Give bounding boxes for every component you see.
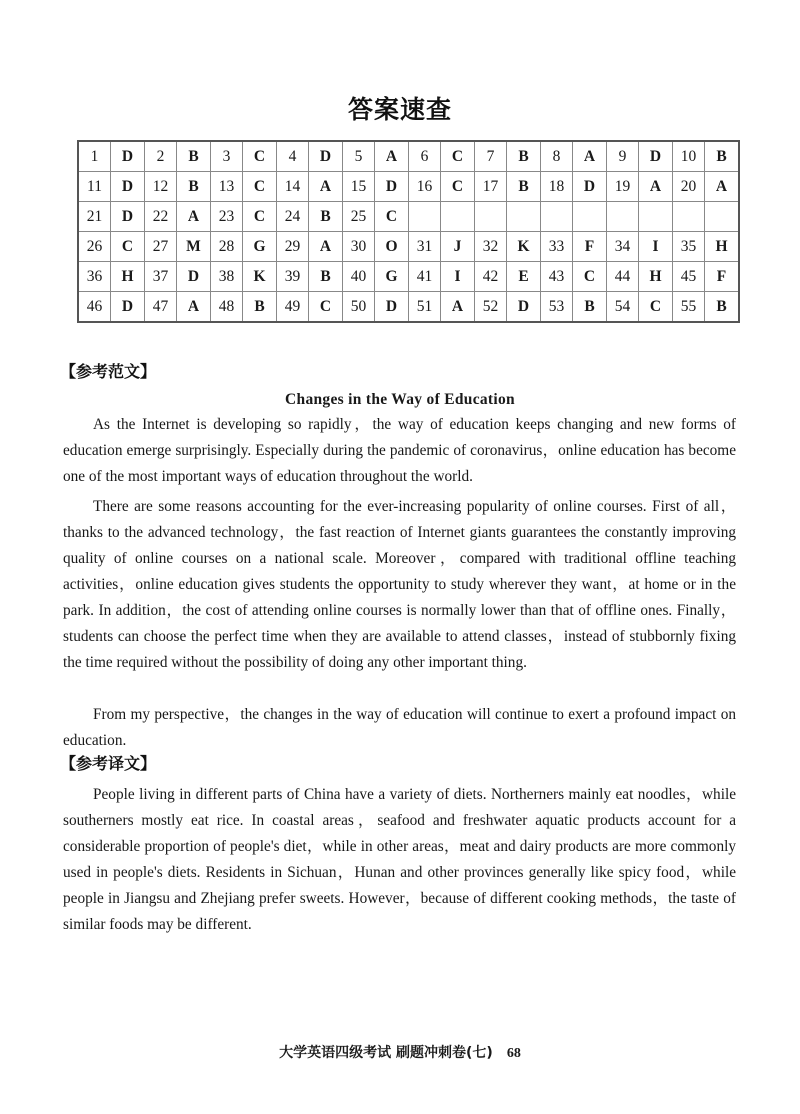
answer-letter-cell: D: [111, 141, 145, 172]
answer-letter-cell: B: [309, 262, 343, 292]
question-number-cell: 39: [277, 262, 309, 292]
question-number-cell: 36: [78, 262, 111, 292]
answer-cell-empty: [507, 202, 541, 232]
question-number-cell: 16: [409, 172, 441, 202]
answer-letter-cell: D: [111, 292, 145, 323]
question-number-cell: 51: [409, 292, 441, 323]
answer-table-row: [78, 292, 739, 323]
answer-letter-cell: I: [639, 232, 673, 262]
question-number-cell: 18: [541, 172, 573, 202]
answer-table-row: [78, 262, 739, 292]
answer-letter-cell: D: [111, 172, 145, 202]
question-number-cell: 9: [607, 141, 639, 172]
answer-letter-cell: C: [243, 172, 277, 202]
answer-letter-cell: E: [507, 262, 541, 292]
answer-letter-cell: D: [639, 141, 673, 172]
answer-letter-cell: A: [309, 232, 343, 262]
answer-letter-cell: A: [441, 292, 475, 323]
question-number-cell: 46: [78, 292, 111, 323]
answer-letter-cell: G: [375, 262, 409, 292]
answer-letter-cell: K: [243, 262, 277, 292]
answer-letter-cell: F: [705, 262, 740, 292]
question-number-cell: 2: [145, 141, 177, 172]
question-number-cell: 1: [78, 141, 111, 172]
essay-paragraph-2: There are some reasons accounting for the ever-increasing popularity of online courses. First of all，thanks to the advanced technology，the fast reaction of Internet giants guarantees the constantly improving quality of online courses on a national scale. Moreover，compared with traditional offline teaching activities，online education gives students the opportunity to study wherever they want，at home or in the park. In addition，the cost of attending online courses is normally lower than that of offline ones. Finally，students can choose the perfect time when they are available to attend classes，instead of stubbornly fixing the time required without the possibility of doing any other important thing.: [63, 498, 736, 671]
answer-cell-empty: [409, 202, 441, 232]
answer-cell-empty: [705, 202, 740, 232]
answer-letter-cell: O: [375, 232, 409, 262]
answer-letter-cell: D: [177, 262, 211, 292]
question-number-cell: 49: [277, 292, 309, 323]
essay-paragraph-3: From my perspective，the changes in the way of education will continue to exert a profound impact on education.: [63, 706, 736, 749]
answer-cell-empty: [541, 202, 573, 232]
question-number-cell: 17: [475, 172, 507, 202]
question-number-cell: 15: [343, 172, 375, 202]
question-number-cell: 6: [409, 141, 441, 172]
essay-paragraph-3-container: [63, 702, 736, 754]
answer-letter-cell: D: [507, 292, 541, 323]
question-number-cell: 34: [607, 232, 639, 262]
translation-paragraph-1: People living in different parts of China have a variety of diets. Northerners mainly eat noodles，while southerners mostly eat rice. In coastal areas，seafood and freshwater aquatic products account for a considerable proportion of people's diet，while in other areas，meat and dairy products are more commonly used in people's diets. Residents in Sichuan，Hunan and other provinces generally like spicy food，while people in Jiangsu and Zhejiang prefer sweets. However，because of different cooking methods，the taste of similar foods may be different.: [63, 786, 736, 933]
page-footer: [0, 1042, 800, 1062]
answer-letter-cell: C: [111, 232, 145, 262]
question-number-cell: 35: [673, 232, 705, 262]
answer-letter-cell: B: [705, 292, 740, 323]
answer-letter-cell: C: [441, 141, 475, 172]
essay-paragraph-2-container: [63, 494, 736, 676]
answer-letter-cell: C: [639, 292, 673, 323]
question-number-cell: 14: [277, 172, 309, 202]
answer-letter-cell: D: [375, 172, 409, 202]
answer-letter-cell: B: [177, 172, 211, 202]
answer-key-table: [77, 140, 740, 323]
question-number-cell: 42: [475, 262, 507, 292]
answer-cell-empty: [441, 202, 475, 232]
answer-letter-cell: A: [375, 141, 409, 172]
answer-letter-cell: B: [309, 202, 343, 232]
answer-letter-cell: G: [243, 232, 277, 262]
question-number-cell: 3: [211, 141, 243, 172]
answer-letter-cell: C: [243, 202, 277, 232]
translation-paragraph-1-container: [63, 782, 736, 938]
answer-letter-cell: B: [705, 141, 740, 172]
answer-letter-cell: J: [441, 232, 475, 262]
answer-letter-cell: I: [441, 262, 475, 292]
answer-letter-cell: D: [375, 292, 409, 323]
question-number-cell: 47: [145, 292, 177, 323]
question-number-cell: 50: [343, 292, 375, 323]
essay-paragraph-1-container: [63, 412, 736, 490]
answer-letter-cell: B: [243, 292, 277, 323]
section-heading-sample-essay: 【参考范文】: [60, 362, 157, 381]
question-number-cell: 48: [211, 292, 243, 323]
answer-letter-cell: A: [309, 172, 343, 202]
question-number-cell: 38: [211, 262, 243, 292]
question-number-cell: 12: [145, 172, 177, 202]
answer-key-table-container: [77, 140, 728, 323]
answer-letter-cell: B: [507, 172, 541, 202]
answer-letter-cell: B: [507, 141, 541, 172]
question-number-cell: 10: [673, 141, 705, 172]
answer-letter-cell: C: [309, 292, 343, 323]
question-number-cell: 40: [343, 262, 375, 292]
answer-letter-cell: A: [177, 202, 211, 232]
answer-letter-cell: H: [111, 262, 145, 292]
essay-title: Changes in the Way of Education: [285, 391, 515, 408]
answer-table-row: [78, 202, 739, 232]
question-number-cell: 30: [343, 232, 375, 262]
question-number-cell: 4: [277, 141, 309, 172]
question-number-cell: 43: [541, 262, 573, 292]
answer-letter-cell: A: [705, 172, 740, 202]
answer-letter-cell: H: [705, 232, 740, 262]
question-number-cell: 7: [475, 141, 507, 172]
answer-cell-empty: [475, 202, 507, 232]
question-number-cell: 54: [607, 292, 639, 323]
answer-letter-cell: C: [375, 202, 409, 232]
question-number-cell: 23: [211, 202, 243, 232]
question-number-cell: 13: [211, 172, 243, 202]
question-number-cell: 28: [211, 232, 243, 262]
question-number-cell: 19: [607, 172, 639, 202]
answer-letter-cell: D: [573, 172, 607, 202]
footer-exam-label: 大学英语四级考试 刷题冲刺卷(七): [279, 1045, 493, 1061]
answer-letter-cell: D: [111, 202, 145, 232]
essay-paragraph-1: As the Internet is developing so rapidly，the way of education keeps changing and new forms of education emerge surprisingly. Especially during the pandemic of coronavirus，online education has become one of the most important ways of education throughout the world.: [63, 416, 736, 485]
question-number-cell: 45: [673, 262, 705, 292]
question-number-cell: 44: [607, 262, 639, 292]
answer-letter-cell: D: [309, 141, 343, 172]
page-title: 答案速查: [347, 95, 452, 124]
answer-letter-cell: H: [639, 262, 673, 292]
question-number-cell: 26: [78, 232, 111, 262]
section-heading-translation: 【参考译文】: [60, 754, 157, 773]
answer-letter-cell: C: [243, 141, 277, 172]
answer-table-row: [78, 232, 739, 262]
answer-table-row: [78, 141, 739, 172]
answer-table-row: [78, 172, 739, 202]
question-number-cell: 31: [409, 232, 441, 262]
answer-letter-cell: C: [573, 262, 607, 292]
question-number-cell: 5: [343, 141, 375, 172]
question-number-cell: 27: [145, 232, 177, 262]
answer-letter-cell: A: [573, 141, 607, 172]
answer-letter-cell: C: [441, 172, 475, 202]
question-number-cell: 24: [277, 202, 309, 232]
question-number-cell: 52: [475, 292, 507, 323]
answer-cell-empty: [673, 202, 705, 232]
footer-page-number: 68: [506, 1046, 521, 1061]
question-number-cell: 20: [673, 172, 705, 202]
question-number-cell: 32: [475, 232, 507, 262]
answer-letter-cell: A: [177, 292, 211, 323]
answer-cell-empty: [639, 202, 673, 232]
answer-letter-cell: K: [507, 232, 541, 262]
question-number-cell: 37: [145, 262, 177, 292]
question-number-cell: 41: [409, 262, 441, 292]
question-number-cell: 21: [78, 202, 111, 232]
answer-letter-cell: A: [639, 172, 673, 202]
answer-letter-cell: F: [573, 232, 607, 262]
answer-cell-empty: [573, 202, 607, 232]
answer-letter-cell: B: [573, 292, 607, 323]
question-number-cell: 25: [343, 202, 375, 232]
question-number-cell: 8: [541, 141, 573, 172]
question-number-cell: 53: [541, 292, 573, 323]
answer-letter-cell: M: [177, 232, 211, 262]
answer-cell-empty: [607, 202, 639, 232]
answer-letter-cell: B: [177, 141, 211, 172]
question-number-cell: 29: [277, 232, 309, 262]
question-number-cell: 22: [145, 202, 177, 232]
question-number-cell: 55: [673, 292, 705, 323]
question-number-cell: 33: [541, 232, 573, 262]
question-number-cell: 11: [78, 172, 111, 202]
